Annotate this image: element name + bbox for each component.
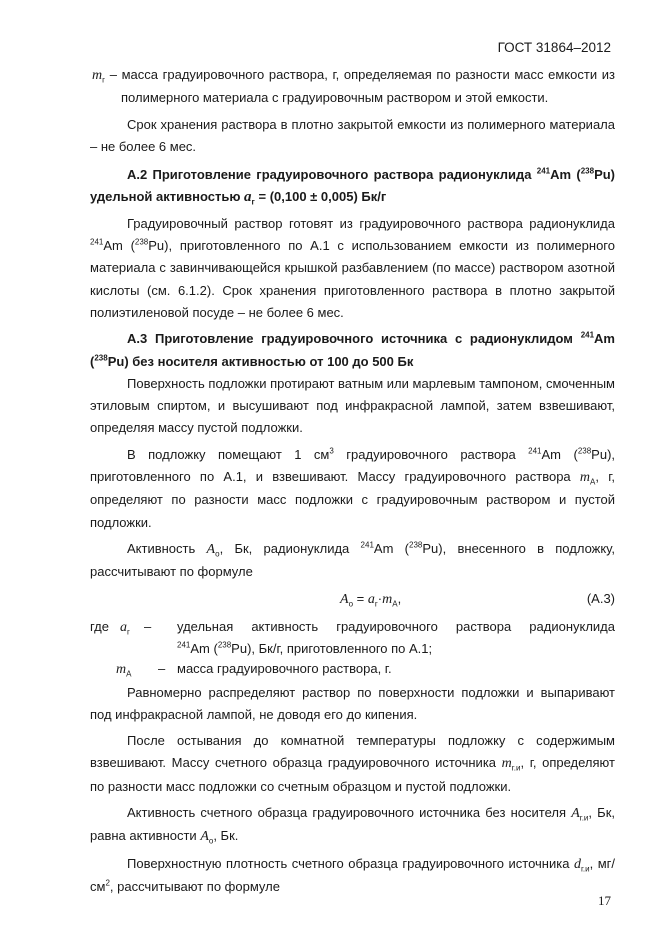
superscript: 241 [360, 540, 374, 550]
where-legend-ag [90, 612, 615, 656]
superscript: 241 [528, 446, 542, 456]
superscript: 238 [409, 540, 423, 550]
legend-text: удельная активность градуировочного раствора радионуклида [177, 618, 615, 634]
paragraph-text: , Бк, радионуклида [219, 540, 361, 556]
superscript: 241 [177, 640, 191, 650]
legend-text: Am ( [190, 640, 218, 656]
superscript: 238 [134, 237, 149, 247]
paragraph-text: Градуировочный раствор готовят из градуировочного раствора радионуклида [127, 215, 615, 231]
superscript: 241 [90, 237, 104, 247]
superscript: 2 [105, 878, 110, 888]
symbol: A [206, 541, 216, 557]
page-body [90, 64, 615, 898]
heading-text: А.3 Приготовление градуировочного источника с радионуклидом [127, 331, 581, 347]
operator: · [377, 590, 383, 606]
paragraph-text: , мг/см [90, 855, 616, 894]
running-header: ГОСТ 31864–2012 [497, 40, 611, 55]
paragraph-text: В подложку помещают 1 см [127, 446, 330, 462]
symbol: m [92, 68, 103, 83]
legend-mg [90, 64, 615, 110]
superscript: 238 [94, 353, 108, 363]
subscript: о [208, 836, 214, 846]
legend-text: – масса градуировочного раствора, г, определяемая по разности масс емкости из полимерного материала с градуировочным раствором и этой емкости. [105, 67, 615, 106]
subscript: A [392, 599, 398, 609]
paragraph-text: , г, определяют по разности масс подложки с градуировочным раствором и пустой подложки. [90, 469, 615, 530]
paragraph-substrate-prep: Поверхность подложки протирают ватным или марлевым тампоном, смоченным этиловым спиртом, и высушивают под инфракрасной лампой, затем взвешивают, определяя массу пустой подложки. [90, 375, 615, 436]
subscript: г [374, 599, 378, 609]
paragraph-activity [90, 538, 615, 584]
paragraph-surface-density [90, 853, 615, 899]
formula-number: (А.3) [586, 590, 615, 606]
paragraph-weighing [90, 444, 615, 534]
formula-a3 [90, 584, 615, 612]
dash: – [144, 618, 152, 634]
paragraph-text: Pu), внесенного в подложку, рассчитывают по формуле [90, 540, 615, 580]
heading-text: Pu) удельной активностью [90, 167, 616, 205]
subscript: г.и [580, 864, 590, 874]
paragraph-source-activity [90, 802, 615, 849]
superscript: 238 [580, 166, 595, 176]
section-heading-a2 [90, 164, 615, 209]
paragraph-evaporation: Равномерно распределяют раствор по поверхности подложки и выпаривают под инфракрасной лампой, не доводя его до кипения. [90, 684, 615, 722]
legend-text: масса градуировочного раствора, г. [177, 660, 392, 676]
symbol: m [501, 756, 512, 772]
symbol: m [382, 591, 393, 607]
heading-text: Am ( [550, 167, 581, 183]
symbol: m [579, 470, 591, 486]
paragraph-text: Активность [127, 540, 207, 556]
page-number: 17 [598, 893, 611, 908]
paragraph-text: Активность счетного образца градуировочного источника без носителя [127, 805, 572, 821]
paragraph-text: , Бк, равна активности [90, 805, 616, 844]
paragraph-text: градуировочного раствора [333, 446, 529, 462]
symbol: A [340, 591, 349, 607]
heading-text: А.2 Приготовление градуировочного раствора радионуклида [127, 167, 537, 183]
dash: – [158, 660, 166, 676]
heading-text: Pu) без носителя активностью от 100 до 500 Бк [107, 353, 414, 369]
paragraph-text: Pu), приготовленного по А.1 с использованием емкости из полимерного материала с завинчивающейся крышкой разбавлением (по массе) раствором азотной кислоты (см. 6.1.2). Срок хранения приготовленного раствора в плотно закрытой полиэтиленовой посуде – не более 6 мес. [90, 238, 615, 320]
paragraph-text: После остывания до комнатной температуры подложку с содержимым взвешивают. Массу счетного образца градуировочного источника [90, 733, 615, 771]
formula-expression [340, 588, 401, 611]
symbol: d [573, 856, 581, 872]
where-legend-ma [90, 656, 615, 682]
paragraph-text: , Бк. [213, 828, 239, 844]
symbol: m [116, 661, 127, 677]
punctuation: , [397, 590, 402, 606]
symbol: A [200, 829, 209, 845]
superscript: 241 [536, 166, 551, 176]
subscript: г [102, 75, 106, 85]
paragraph-a2-body [90, 213, 615, 324]
heading-text: = (0,100 ± 0,005) Бк/г [254, 189, 387, 205]
paragraph-storage: Срок хранения раствора в плотно закрытой емкости из полимерного материала – не более 6 мес. [90, 116, 615, 154]
paragraph-text: Am ( [541, 446, 578, 462]
symbol: A [571, 806, 580, 822]
legend-text: Pu), Бк/г, приготовленного по А.1; [231, 640, 433, 656]
paragraph-text: Pu), приготовленного по А.1, и взвешивают. Массу градуировочного раствора [90, 446, 616, 485]
section-heading-a3 [90, 328, 615, 373]
subscript: A [126, 669, 132, 679]
paragraph-text: , рассчитывают по формуле [109, 878, 280, 894]
where-symbol [116, 658, 131, 681]
paragraph-text: Am ( [373, 540, 410, 556]
subscript: о [348, 599, 354, 609]
subscript: о [215, 549, 220, 559]
subscript: г [251, 198, 255, 208]
where-symbol [120, 616, 130, 639]
heading-text: Am ( [90, 331, 615, 369]
symbol: a [244, 189, 252, 206]
paragraph-text: Am ( [103, 238, 135, 254]
subscript: г.и [511, 764, 521, 774]
superscript: 238 [217, 640, 232, 650]
superscript: 238 [577, 446, 592, 456]
subscript: г.и [579, 813, 589, 823]
symbol: a [367, 591, 375, 607]
subscript: A [590, 477, 596, 487]
superscript: 3 [329, 446, 334, 456]
subscript: г [127, 627, 130, 637]
where-word: где [90, 618, 109, 634]
superscript: 241 [580, 330, 595, 340]
paragraph-cooling [90, 730, 615, 798]
symbol: a [120, 619, 127, 635]
operator: = [353, 590, 368, 606]
paragraph-text: Поверхностную плотность счетного образца градуировочного источника [127, 855, 574, 871]
paragraph-text: , г, определяют по разности масс подложки со счетным образцом и пустой подложки. [90, 755, 615, 794]
